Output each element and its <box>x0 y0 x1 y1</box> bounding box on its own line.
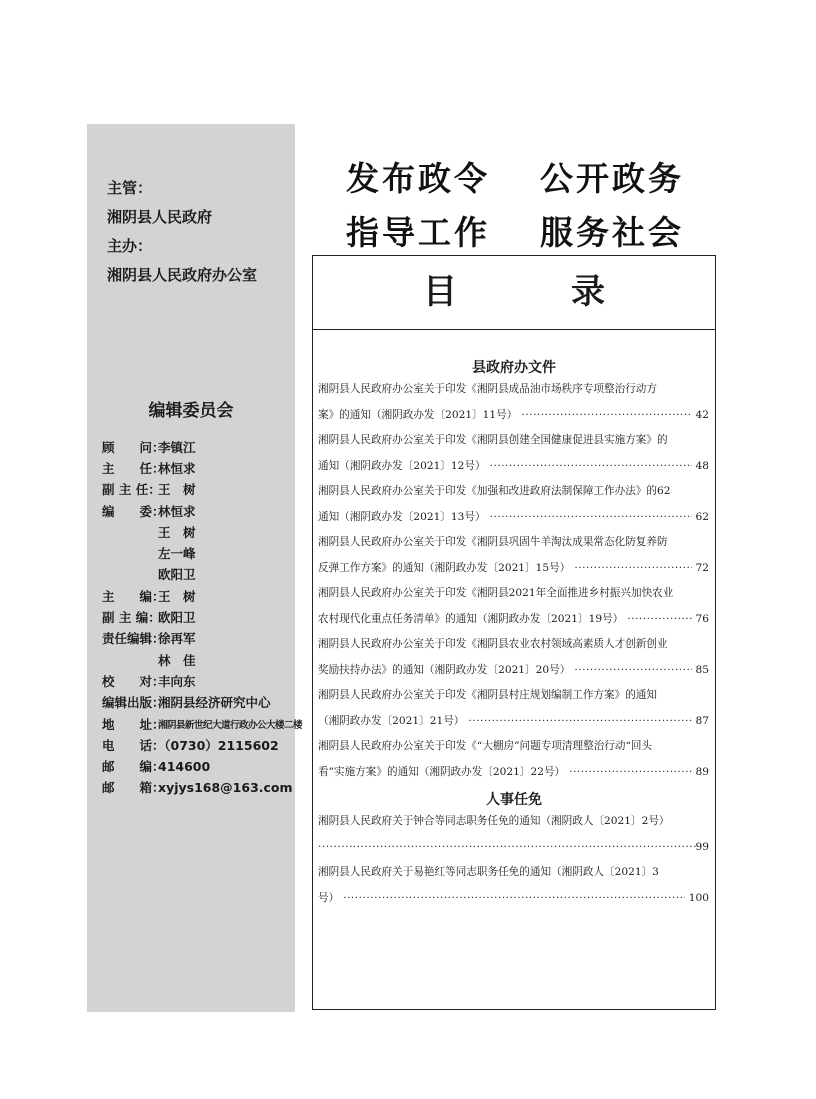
toc-page-number: 87 <box>695 714 709 727</box>
organizer-name: 湘阴县人民政府办公室 <box>107 266 258 284</box>
slogan-text: 服务社会 <box>540 213 684 252</box>
committee-title: 编辑委员会 <box>148 401 234 421</box>
roster-row <box>102 777 302 798</box>
toc-page-number: 72 <box>695 561 709 574</box>
roster-row <box>102 521 302 542</box>
roster-value: 林恒求 <box>158 503 196 519</box>
roster-label: 邮 箱： <box>102 780 165 796</box>
toc-entry-title: 湘阴县人民政府办公室关于印发《湘阴县巩固牛羊淘汰成果常态化防复养防 <box>318 536 668 548</box>
toc-entry-doc-number: 奖励扶持办法》的通知（湘阴政办发〔2021〕20号） <box>318 663 571 676</box>
roster-row <box>102 649 302 670</box>
roster-value: 湘阴县新世纪大道行政办公大楼二楼 <box>158 719 303 731</box>
toc-entries <box>313 377 715 785</box>
slogan-text: 发布政令 <box>346 159 490 198</box>
toc-entry-title: 湘阴县人民政府办公室关于印发《湘阴县创建全国健康促进县实施方案》的 <box>318 434 668 446</box>
roster-row <box>102 713 302 734</box>
roster-row <box>102 585 302 606</box>
toc-entry[interactable] <box>318 428 709 479</box>
roster-value: 王 树 <box>158 524 196 540</box>
toc-entry-doc-number: 案》的通知（湘阴政办发〔2021〕11号） <box>318 408 518 421</box>
roster-row <box>102 606 302 627</box>
roster-value: 丰向东 <box>158 673 196 689</box>
roster-value: 王 树 <box>158 588 196 604</box>
toc-entry-line <box>318 886 709 912</box>
toc-sections <box>313 357 715 911</box>
roster-value: 林 佳 <box>158 652 196 668</box>
roster-label: 校 对： <box>102 673 165 689</box>
roster-value: 欧阳卫 <box>158 567 196 583</box>
toc-entry-title: 湘阴县人民政府办公室关于印发《“大棚房”问题专项清理整治行动“回头 <box>318 740 653 752</box>
roster-label: 电 话： <box>102 737 165 753</box>
toc-entry[interactable] <box>318 809 709 860</box>
leader-dots <box>574 556 691 582</box>
roster-label: 地 址： <box>102 716 165 732</box>
toc-entry[interactable] <box>318 530 709 581</box>
toc-entry[interactable] <box>318 479 709 530</box>
roster-row <box>102 670 302 691</box>
roster-value: 欧阳卫 <box>158 610 196 626</box>
roster-value: 李镇江 <box>158 439 196 455</box>
roster-value: 湘阴县经济研究中心 <box>158 695 271 711</box>
toc-entry-line <box>318 505 709 531</box>
roster-row <box>102 500 302 521</box>
toc-section-title: 人事任免 <box>486 792 542 808</box>
toc-entry-doc-number: 号） <box>318 891 340 904</box>
committee-roster <box>102 436 302 798</box>
slogan-text: 指导工作 <box>346 213 490 252</box>
toc-entry[interactable] <box>318 860 709 911</box>
sponsor-label: 主管： <box>107 179 153 197</box>
toc-entry[interactable] <box>318 683 709 734</box>
leader-dots <box>490 454 692 480</box>
toc-page-number: 100 <box>688 891 709 904</box>
toc-entry-title: 湘阴县人民政府办公室关于印发《湘阴县农业农村领域高素质人才创新创业 <box>318 638 668 650</box>
roster-row <box>102 436 302 457</box>
toc-page-number: 62 <box>695 510 709 523</box>
roster-label: 顾 问： <box>102 439 165 455</box>
sponsor-block <box>107 174 257 290</box>
roster-row <box>102 479 302 500</box>
roster-value: 林恒求 <box>158 460 196 476</box>
toc-entry-line <box>318 607 709 633</box>
leader-dots <box>343 886 685 912</box>
leader-dots <box>521 403 691 429</box>
slogan-row-1 <box>346 153 734 200</box>
toc-entry-line <box>318 760 709 786</box>
toc-entry-line <box>318 835 709 861</box>
toc-entry[interactable] <box>318 632 709 683</box>
leader-dots <box>574 658 691 684</box>
toc-page-number: 48 <box>695 459 709 472</box>
toc-title: 目 录 <box>313 256 715 330</box>
toc-entry-doc-number: 农村现代化重点任务清单》的通知（湘阴政办发〔2021〕19号） <box>318 612 624 625</box>
leader-dots <box>569 760 691 786</box>
slogan-row-2 <box>346 207 734 254</box>
organizer-label: 主办： <box>107 237 153 255</box>
roster-value: （0730）2115602 <box>158 737 279 753</box>
toc-entry-doc-number: 看”实施方案》的通知（湘阴政办发〔2021〕22号） <box>318 765 566 778</box>
toc-page-number: 89 <box>695 765 709 778</box>
toc-entries <box>313 809 715 911</box>
roster-row <box>102 542 302 563</box>
roster-label: 主 任： <box>102 460 165 476</box>
toc-entry[interactable] <box>318 734 709 785</box>
roster-row <box>102 692 302 713</box>
table-of-contents <box>312 255 716 1010</box>
roster-row <box>102 628 302 649</box>
toc-entry-title: 湘阴县人民政府关于易艳红等同志职务任免的通知（湘阴政人〔2021〕3 <box>318 866 659 878</box>
toc-entry-line <box>318 709 709 735</box>
leader-dots <box>627 607 691 633</box>
roster-row <box>102 734 302 755</box>
leader-dots <box>468 709 691 735</box>
toc-entry-line <box>318 403 709 429</box>
toc-entry-doc-number: 通知（湘阴政办发〔2021〕12号） <box>318 459 486 472</box>
roster-label: 主 编： <box>102 588 165 604</box>
roster-value: 左一峰 <box>158 546 196 562</box>
roster-label: 责任编辑： <box>102 631 165 647</box>
roster-value: xyjys168@163.com <box>158 779 293 795</box>
roster-value: 414600 <box>158 758 211 774</box>
toc-entry[interactable] <box>318 581 709 632</box>
toc-entry-title: 湘阴县人民政府办公室关于印发《湘阴县村庄规划编制工作方案》的通知 <box>318 689 657 701</box>
toc-entry-line <box>318 658 709 684</box>
toc-entry-title: 湘阴县人民政府办公室关于印发《湘阴县成品油市场秩序专项整治行动方 <box>318 383 657 395</box>
toc-entry-doc-number: （湘阴政办发〔2021〕21号） <box>318 714 465 727</box>
roster-label: 副 主 任： <box>102 482 161 498</box>
leader-dots <box>490 505 692 531</box>
sponsor-name: 湘阴县人民政府 <box>107 208 213 226</box>
toc-entry-title: 湘阴县人民政府办公室关于印发《湘阴县2021年全面推进乡村振兴加快农业 <box>318 587 674 599</box>
toc-entry-title: 湘阴县人民政府办公室关于印发《加强和改进政府法制保障工作办法》的62 <box>318 485 671 497</box>
toc-page-number: 76 <box>695 612 709 625</box>
roster-label: 副 主 编： <box>102 610 161 626</box>
toc-page-number: 99 <box>695 840 709 853</box>
roster-row <box>102 457 302 478</box>
roster-label: 邮 编： <box>102 759 165 775</box>
toc-entry-doc-number: 通知（湘阴政办发〔2021〕13号） <box>318 510 486 523</box>
roster-row <box>102 564 302 585</box>
toc-entry-line <box>318 556 709 582</box>
leader-dots <box>318 835 696 861</box>
toc-page-number: 42 <box>695 408 709 421</box>
roster-value: 徐再军 <box>158 631 196 647</box>
roster-label: 编 委： <box>102 503 165 519</box>
sidebar-panel <box>87 124 303 1012</box>
toc-page-number: 85 <box>695 663 709 676</box>
roster-label: 编辑出版： <box>102 695 165 711</box>
toc-entry-title: 湘阴县人民政府关于钟合等同志职务任免的通知（湘阴政人〔2021〕2号） <box>318 815 670 827</box>
toc-entry-doc-number: 反弹工作方案》的通知（湘阴政办发〔2021〕15号） <box>318 561 571 574</box>
toc-entry[interactable] <box>318 377 709 428</box>
roster-value: 王 树 <box>158 482 196 498</box>
slogan-text: 公开政务 <box>540 159 684 198</box>
roster-row <box>102 755 302 776</box>
toc-section-title: 县政府办文件 <box>472 360 556 376</box>
toc-entry-line <box>318 454 709 480</box>
